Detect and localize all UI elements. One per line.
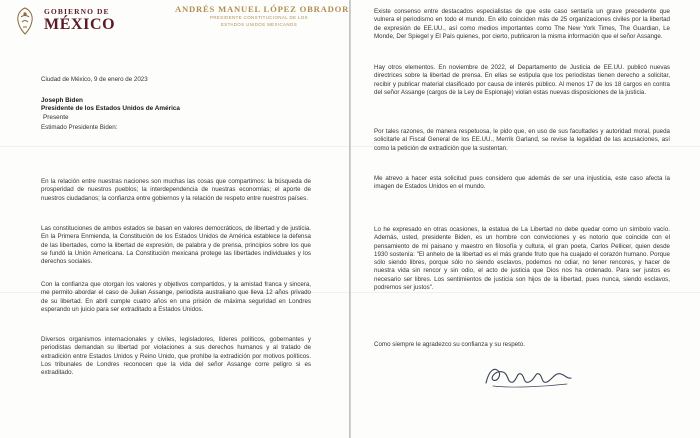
paragraph: Por tales razones, de manera respetuosa, le pido que, en uso de sus facultades y autoridad moral, pueda solicitarle al Fiscal General de los EE.UU., Merrik Garland, se revise la legalidad de las acusaciones, así como la petición de extradición que la sustentan. — [374, 128, 670, 152]
recipient-title: Presidente de los Estados Unidos de América — [41, 105, 180, 113]
paragraph: En la relación entre nuestras naciones son muchas las cosas que compartimos: la búsqueda de prosperidad de nuestros pueblos; la interdependencia de nuestras economías; el aporte de nuestros ciudadanos; la confianza entre gobiernos y la relación de respeto entre nuestros países. — [41, 178, 311, 202]
eagle-seal-icon — [14, 6, 36, 36]
paragraph: Con la confianza que otorgan los valores y objetivos compartidos, y la amistad franca y sincera, me permito abordar el caso de Julian Assange, periodista australiano que lleva 12 años privado de su libertad. En abril cumple cuatro años en una prisión de máxima seguridad en Londres esperando un juicio para ser extraditado a Estados Unidos. — [41, 281, 311, 313]
president-subtitle-2: ESTADOS UNIDOS MEXICANOS — [220, 21, 298, 27]
president-name: ANDRÉS MANUEL LÓPEZ OBRADOR — [175, 4, 349, 14]
letter-page-1 — [0, 0, 349, 438]
paragraph: Hay otros elementos. En noviembre de 2022, el Departamento de Justicia de EE.UU. publicó nuevas directrices sobre la libertad de prensa. En ellas se estipula que los periodistas tienen derecho a solicitar, recibir y publicar material clasificado por causa de interés público. Al menos 17 de los 18 cargos en contra del señor Assange (cargos de la Ley de Espionaje) violan estas nuevas disposiciones de la justicia. — [374, 64, 670, 96]
recipient-name: Joseph Biden — [41, 97, 83, 104]
addressee-block — [41, 97, 321, 122]
salutation: Estimado Presidente Biden: — [41, 124, 118, 131]
paragraph: Diversos organismos internacionales y civiles, legisladores, líderes políticos, gobernantes y periodistas demandan su libertad por violaciones a sus derechos humanos y al tratado de extradición entre Estados Unidos y Reino Unido, que prohíbe la extradición por motivos políticos. Los tribunales de Londres reconocen que la vida del señor Assange corre peligro si es extraditado. — [41, 336, 311, 377]
signature — [481, 358, 576, 393]
president-subtitle-1: PRESIDENTE CONSTITUCIONAL DE LOS — [209, 15, 309, 20]
government-logo — [14, 4, 174, 42]
president-header — [175, 4, 349, 27]
recipient-present: Presente — [43, 113, 69, 121]
paragraph: Existe consenso entre destacados especialistas de que este caso sentaría un grave precedente que vulnera el periodismo en todo el mundo. En ello coinciden más de 25 organizaciones civiles por la libertad de expresión de EE.UU., así como medios importantes como The New York Times, The Guardian, Le Monde, Der Spiegel y El País quienes, por cierto, publicaron la misma información que el señor Assange. — [374, 8, 670, 40]
paragraph: Las constituciones de ambos estados se basan en valores democráticos, de libertad y de justicia. En la Primera Enmienda, la Constitución de los Estados Unidos de América establece la defensa de las libertades, como la libertad de expresión, de palabra y de prensa, principios sobre los que se fundó la Unión Americana. La Constitución mexicana protege las libertades individuales y los derechos sociales. — [41, 225, 311, 266]
paper-crease — [0, 146, 349, 147]
logo-text-line2: MÉXICO — [44, 16, 116, 33]
closing-line: Como siempre le agradezco su confianza y su respeto. — [374, 341, 525, 348]
letter-page-2 — [351, 0, 700, 438]
paragraph: Me atrevo a hacer esta solicitud pues considero que además de ser una injusticia, este caso afecta la imagen de Estados Unidos en el mundo. — [374, 175, 670, 191]
letter-date: Ciudad de México, 9 de enero de 2023 — [41, 76, 148, 83]
logo-text-line1: GOBIERNO DE — [44, 7, 110, 16]
paragraph: Lo he expresado en otras ocasiones, la estatua de La Libertad no debe quedar como un símbolo vacío. Además, usted, presidente Biden, es un hombre con convicciones y es notorio que coincide con el pensamiento de mi paisano y maestro en filosofía y cultura, el gran poeta, Carlos Pellicer, quien desde 1930 sostenía: "El anhelo de la libertad es el más grande fruto que ha cuajado el corazón humano. Porque sólo siendo libres, porque sólo no siendo esclavos, podemos no odiar, no tener rencores, y hacer de nuestra vida sin rencor y sin odio, el acto de justicia que Dios nos ha ordenado. Para ser justos es necesario ser libres. Los sentimientos de justicia son hijos de la libertad, pues nunca, siendo esclavos, podremos ser justos". — [374, 226, 670, 292]
